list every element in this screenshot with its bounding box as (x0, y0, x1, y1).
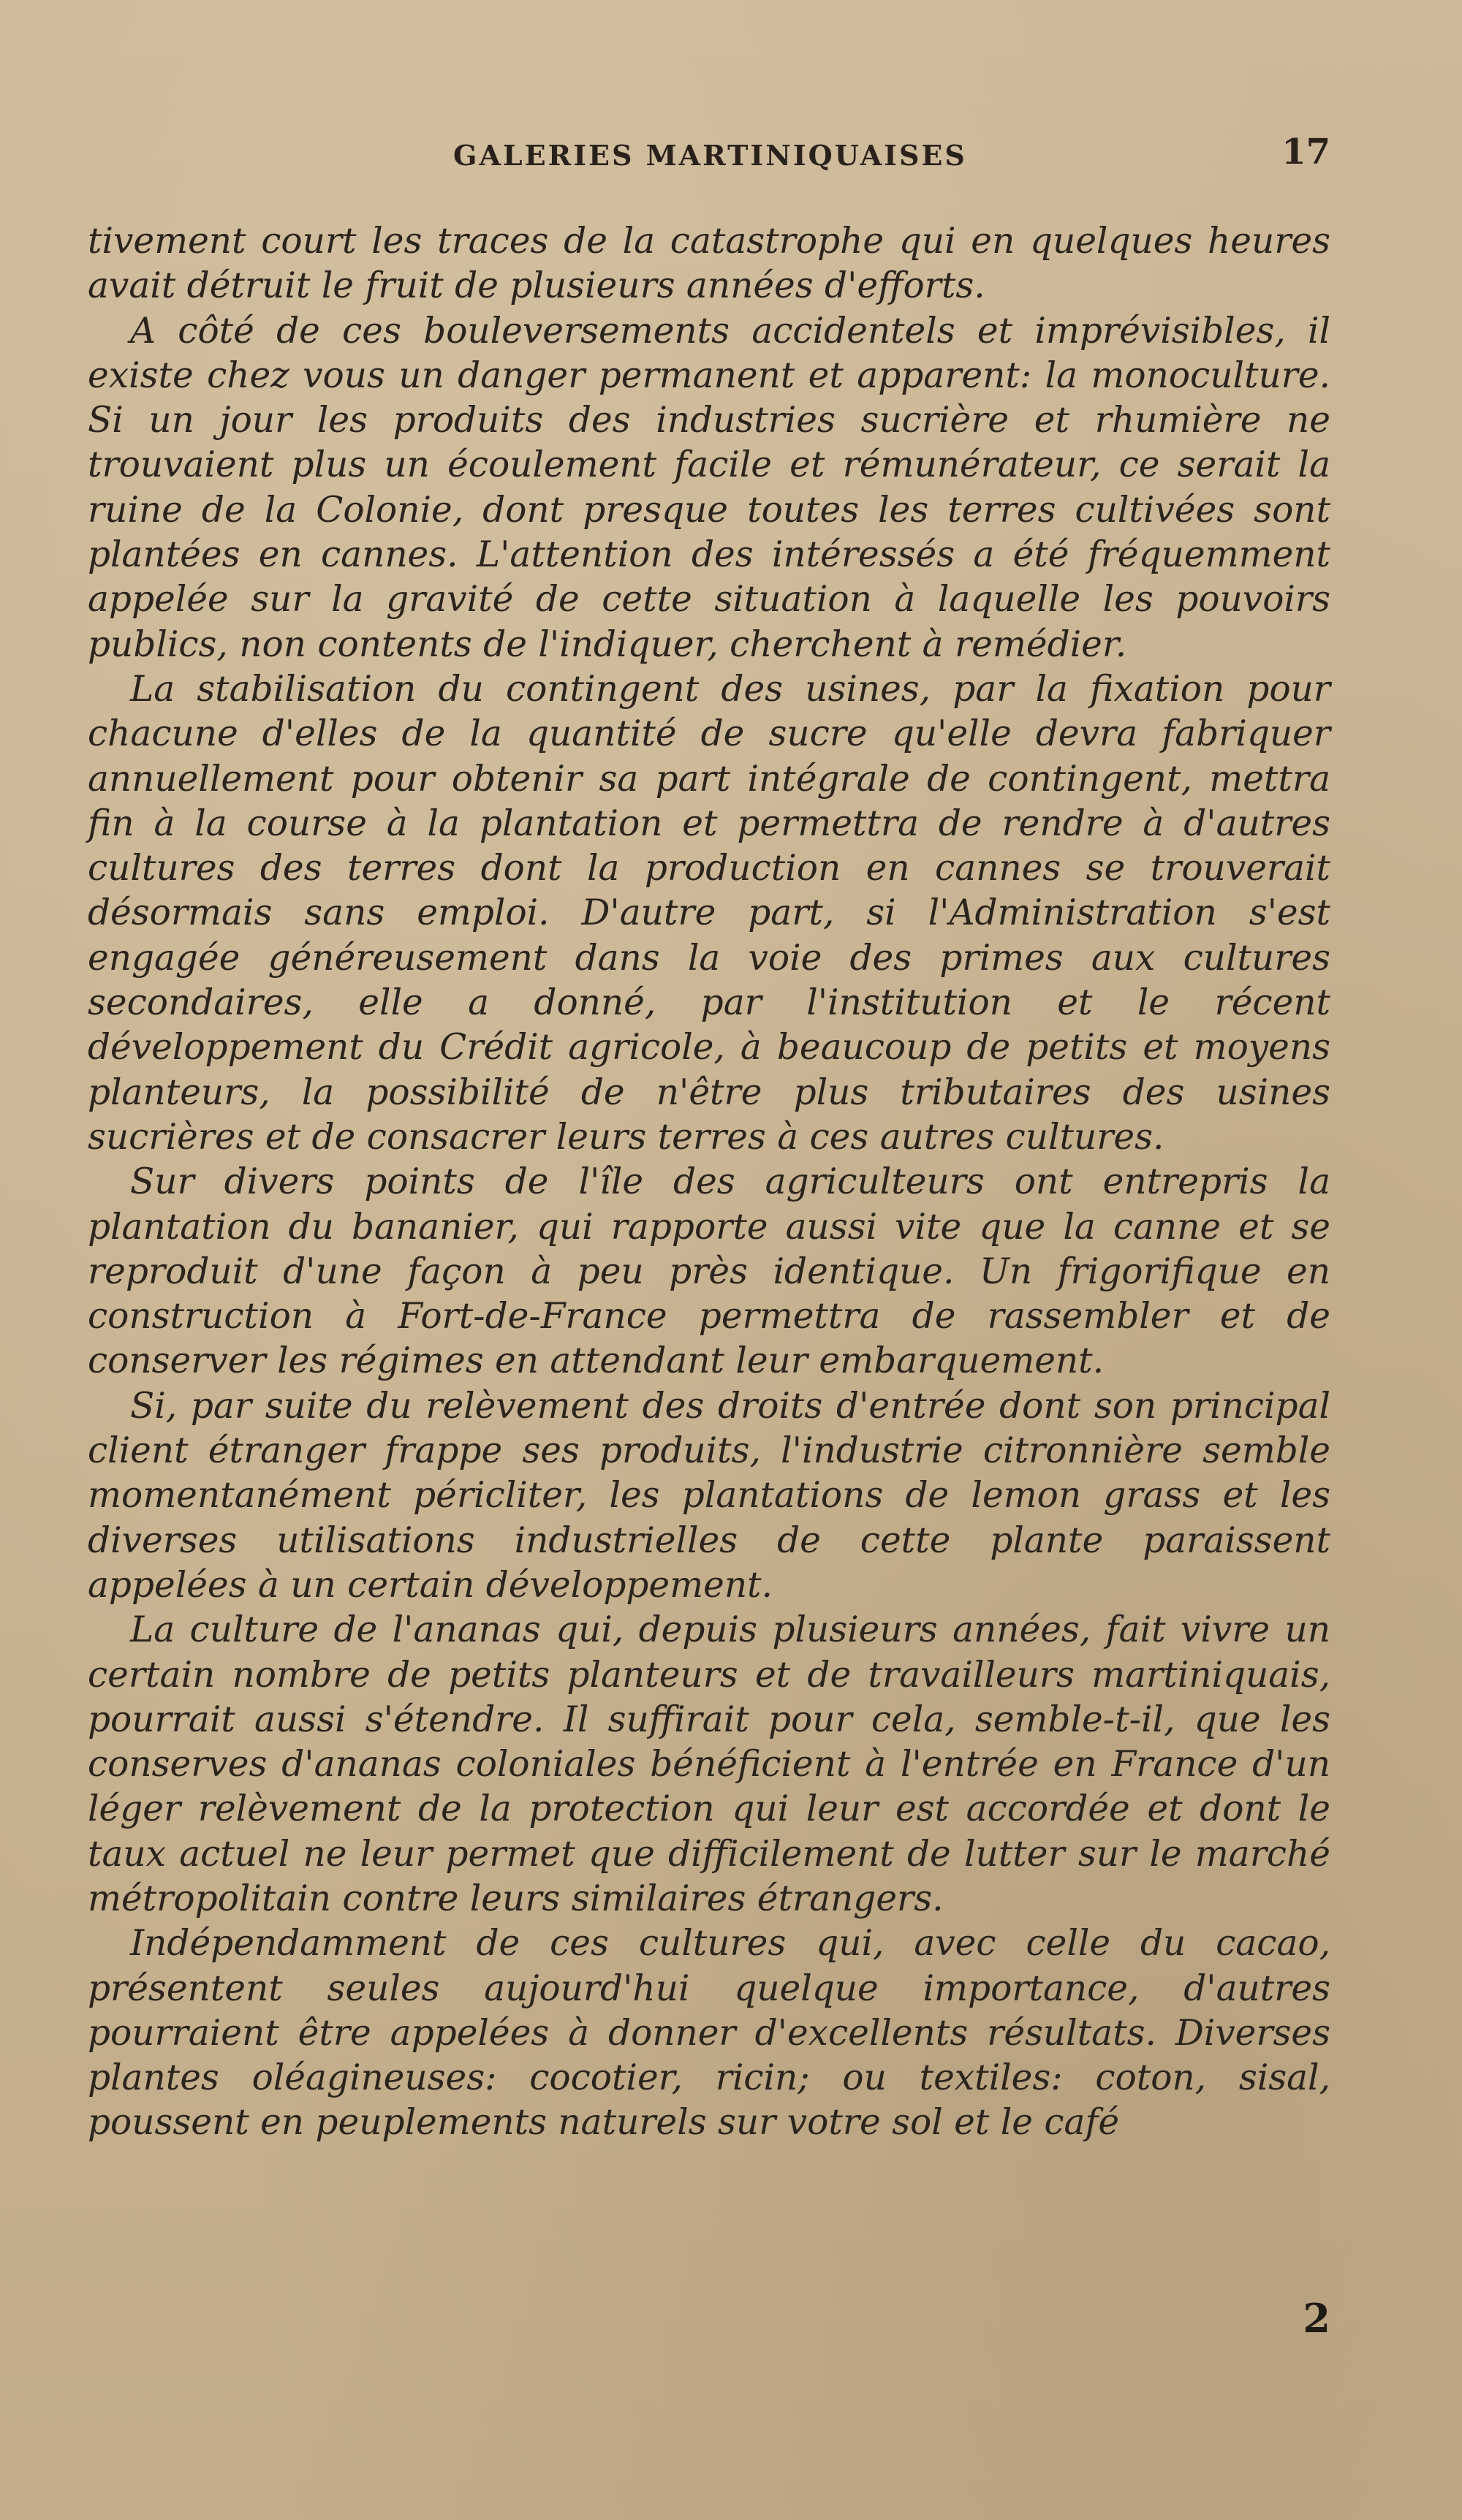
running-title: GALERIES MARTINIQUAISES (453, 139, 967, 172)
body-text (88, 219, 1330, 2146)
paragraph: Sur divers points de l'île des agriculteurs ont entrepris la plantation du bananier, qui rapporte aussi vite que la canne et se reproduit d'une façon à peu près identique. Un frigorifique en construction à Fort-de-France permettra de rassembler et de conserver les régimes en attendant leur embarquement. (88, 1161, 1330, 1382)
paragraph: Indépendamment de ces cultures qui, avec celle du cacao, présentent seules aujourd'hui quelque importance, d'autres pourraient être appelées à donner d'excellents résultats. Diverses plantes oléagineuses: cocotier, ricin; ou textiles: coton, sisal, poussent en peuplements naturels sur votre sol et le café (88, 1923, 1330, 2144)
signature-mark: 2 (1303, 2295, 1330, 2342)
paragraph: Si, par suite du relèvement des droits d'entrée dont son principal client étranger frappe ses produits, l'industrie citronnière semble momentanément péricliter, les plantations de lemon grass et les diverses utilisations industrielles de cette plante paraissent appelées à un certain développement. (88, 1385, 1330, 1606)
paragraph: La culture de l'ananas qui, depuis plusieurs années, fait vivre un certain nombre de petits planteurs et de travailleurs martiniquais, pourrait aussi s'étendre. Il suffirait pour cela, semble-t-il, que les conserves d'ananas coloniales bénéficient à l'entrée en France d'un léger relèvement de la protection qui leur est accordée et dont le taux actuel ne leur permet que difficilement de lutter sur le marché métropolitain contre leurs similaires étrangers. (88, 1609, 1330, 1919)
paragraph: La stabilisation du contingent des usines, par la fixation pour chacune d'elles de la quantité de sucre qu'elle devra fabriquer annuellement pour obtenir sa part intégrale de contingent, mettra fin à la course à la plantation et permettra de rendre à d'autres cultures des terres dont la production en cannes se trouverait désormais sans emploi. D'autre part, si l'Administration s'est engagée généreusement dans la voie des primes aux cultures secondaires, elle a donné, par l'institution et le récent développement du Crédit agricole, à beaucoup de petits et moyens planteurs, la possibilité de n'être plus tributaires des usines sucrières et de consacrer leurs terres à ces autres cultures. (88, 668, 1330, 1158)
paragraph: A côté de ces bouleversements accidentels et imprévisibles, il existe chez vous un danger permanent et apparent: la monoculture. Si un jour les produits des industries sucrière et rhumière ne trouvaient plus un écoulement facile et rémunérateur, ce serait la ruine de la Colonie, dont presque toutes les terres cultivées sont plantées en cannes. L'attention des intéressés a été fréquemment appelée sur la gravité de cette situation à laquelle les pouvoirs publics, non contents de l'indiquer, cherchent à remédier. (88, 310, 1330, 665)
page-number: 17 (1281, 132, 1330, 172)
paragraph: tivement court les traces de la catastrophe qui en quelques heures avait détruit le fruit de plusieurs années d'efforts. (88, 221, 1330, 307)
page-header (88, 132, 1330, 183)
